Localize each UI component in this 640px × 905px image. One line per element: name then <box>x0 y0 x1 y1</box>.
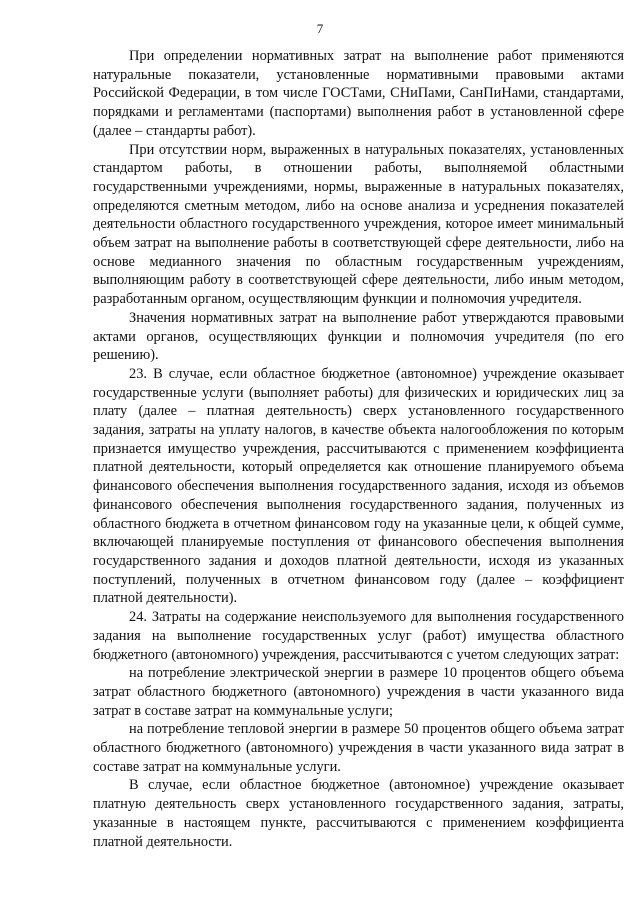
paragraph: В случае, если областное бюджетное (автономное) учреждение оказывает платную деятельность сверх установленного государственного задания, затраты, указанные в настоящем пункте, рассчитываются с применением коэффициента платной деятельности. <box>93 777 624 850</box>
paragraph: При отсутствии норм, выраженных в натуральных показателях, установленных стандартом работы, в отношении работы, выполняемой областными государственными учреждениями, нормы, выраженные в натуральных показателях, определяются сметным методом, либо на основе анализа и усреднения показателей деятельности областного государственного учреждения, которое имеет минимальный объем затрат на выполнение работы в соответствующей сфере деятельности, либо на основе медианного значения по областным государственным учреждениям, выполняющим работу в соответствующей сфере деятельности, либо иным методом, разработанным органом, осуществляющим функции и полномочия учредителя. <box>93 141 624 308</box>
paragraph-clause-24: 24. Затраты на содержание неиспользуемого для выполнения государственного задания на выполнение государственных услуг (работ) имущества областного бюджетного (автономного) учреждения, рассчитываются с учетом следующих затрат: <box>93 609 624 663</box>
paragraph-clause-23: 23. В случае, если областное бюджетное (автономное) учреждение оказывает государственные услуги (выполняет работы) для физических и юридических лиц за плату (далее – платная деятельность) сверх установленного государственного задания, затраты на уплату налогов, в качестве объекта налогообложения по которым признается имущество учреждения, рассчитываются с применением коэффициента платной деятельности, который определяется как отношение планируемого объема финансового обеспечения выполнения государственного задания, исходя из объемов финансового обеспечения выполнения государственного задания, полученных из областного бюджета в отчетном финансовом году на указанные цели, к общей сумме, включающей планируемые поступления от финансового обеспечения выполнения государственного задания и доходов платной деятельности, исходя из указанных поступлений, полученных в отчетном финансовом году (далее – коэффициент платной деятельности). <box>93 365 624 607</box>
page-number: 7 <box>316 21 324 36</box>
paragraph: При определении нормативных затрат на выполнение работ применяются натуральные показатели, установленные нормативными правовыми актами Российской Федерации, в том числе ГОСТами, СНиПами, СанПиНами, стандартами, порядками и регламентами (паспортами) выполнения работ в установленной сфере (далее – стандарты работ). <box>93 48 624 139</box>
paragraph: на потребление электрической энергии в размере 10 процентов общего объема затрат областного бюджетного (автономного) учреждения в части указанного вида затрат в составе затрат на коммунальные услуги; <box>93 665 624 719</box>
document-body <box>93 47 624 851</box>
paragraph: на потребление тепловой энергии в размере 50 процентов общего объема затрат областного бюджетного (автономного) учреждения в части указанного вида затрат в составе затрат на коммунальные услуги. <box>93 721 624 775</box>
paragraph: Значения нормативных затрат на выполнение работ утверждаются правовыми актами органов, осуществляющих функции и полномочия учредителя (по его решению). <box>93 309 624 364</box>
